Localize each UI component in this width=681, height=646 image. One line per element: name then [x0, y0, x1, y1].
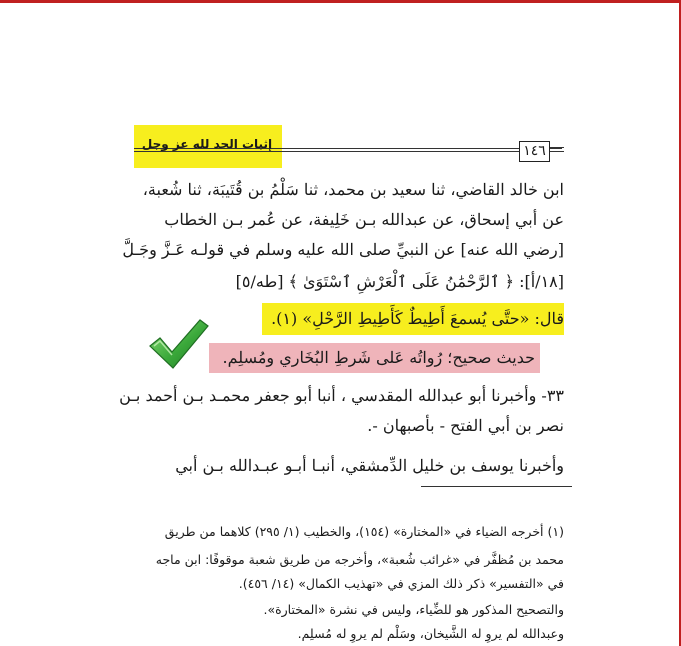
text-line-9: وأخبرنا يوسف بن خليل الدِّمشقي، أنبـا أبـو عبـدالله بـن أبي	[175, 456, 564, 475]
text-line-7: ٣٣- وأخبرنا أبو عبدالله المقدسي ، أنبا أبو جعفر محمـد بـن أحمد بـن	[119, 386, 564, 405]
footnote-line-3: في «التفسير» ذكر ذلك المزي في «تهذيب الكمال» (١٤/ ٤٥٦).	[238, 576, 564, 591]
text-line-2: عن أبي إسحاق، عن عبدالله بـن خَلِيفة، عن عُمر بـن الخطاب	[164, 210, 564, 229]
footnote-separator	[421, 486, 572, 487]
book-title: إثبات الحد لله عز وجل	[141, 137, 273, 151]
text-line-3: [رضي الله عنه] عن النبيِّ صلى الله عليه وسلم في قولـه عَـزَّ وجَـلَّ	[122, 240, 564, 259]
page-number: ١٤٦	[519, 141, 550, 162]
hadith-grade: حديث صحيح؛ رُواتُه عَلى شَرطِ البُخَاري ومُسلِم.	[222, 348, 535, 367]
checkmark-icon	[146, 316, 210, 372]
footnote-line-4: والتصحيح المذكور هو للضِّياء، وليس في نشرة «المختارة».	[263, 602, 564, 617]
footnote-line-5: وعبدالله لم يروِ له الشَّيخان، وسَلْم لم يروِ له مُسلِم.	[297, 626, 564, 641]
footnote-line-1: (١) أخرجه الضياء في «المختارة» (١٥٤)، والخطيب (١/ ٢٩٥) كلاهما من طريق	[164, 524, 564, 539]
footnote-line-2: محمد بن مُظفَّر في «غرائب شُعبة»، وأخرجه من طريق شعبة موقوفًا: ابن ماجه	[155, 552, 564, 567]
hadith-quote: قال: «حتَّى يُسمعَ أَطِيطٌ كَأَطِيطِ الرَّحْلِ» (١).	[271, 309, 564, 328]
text-line-4: [١٨/أ]: ﴿ ٱلرَّحْمَٰنُ عَلَى ٱلْعَرْشِ ٱسْتَوَىٰ ﴾ [طه/٥]	[235, 272, 564, 291]
header-rule-secondary	[134, 151, 562, 152]
page-number-ornament	[550, 147, 564, 155]
text-line-8: نصر بن أبي الفتح - بأصبهان -.	[367, 416, 564, 435]
text-line-1: ابن خالد القاضي، ثنا سعيد بن محمد، ثنا سَلْمُ بن قُتَيبَة، ثنا شُعبة،	[142, 180, 564, 199]
